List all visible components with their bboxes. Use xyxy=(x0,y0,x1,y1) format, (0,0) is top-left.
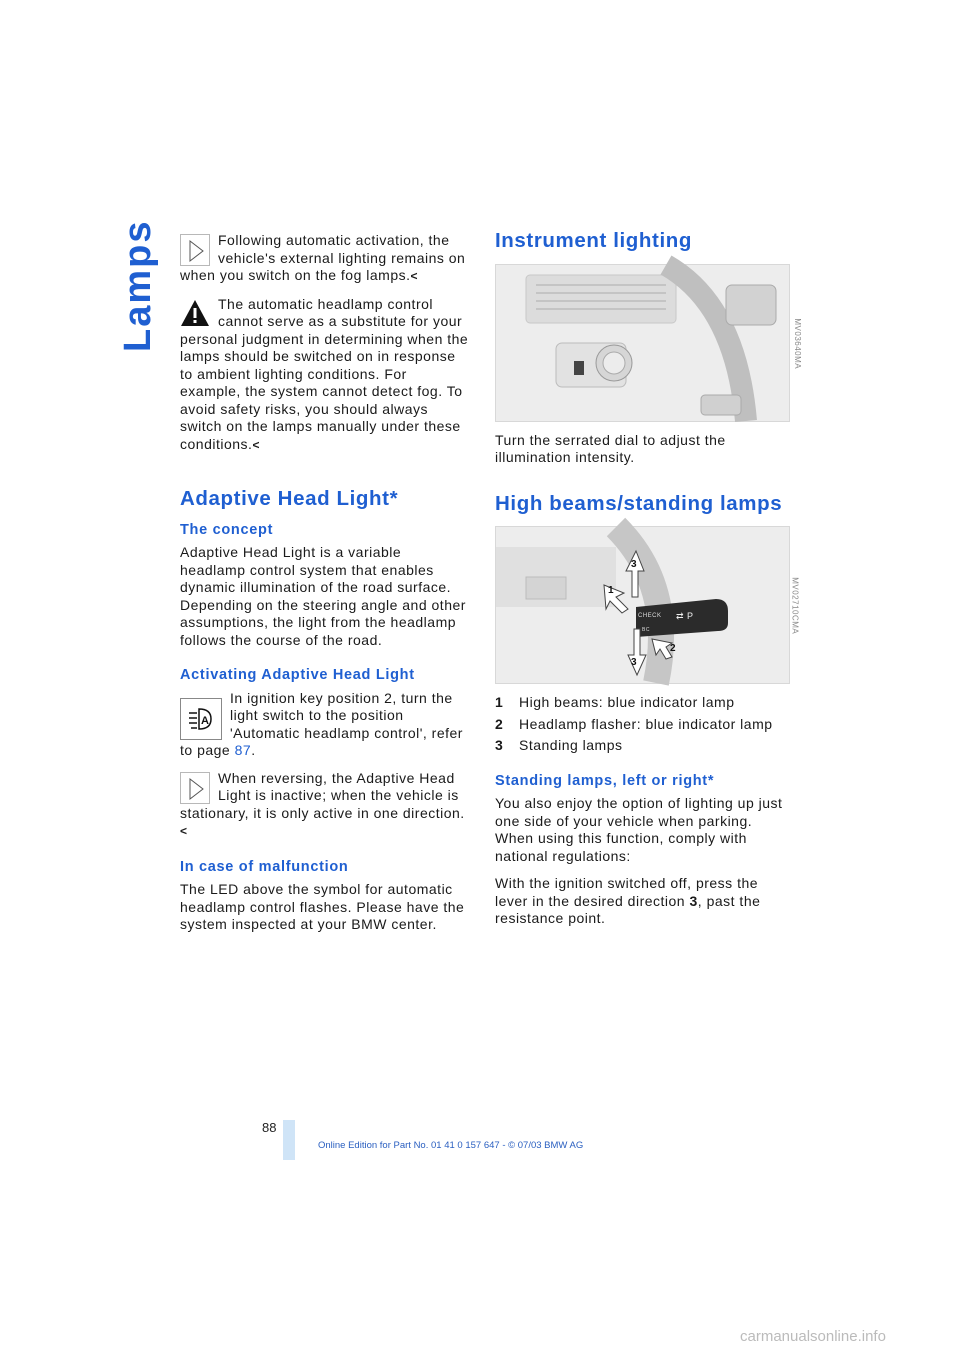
section-title-adaptive: Adaptive Head Light* xyxy=(180,487,399,510)
instrument-text: Turn the serrated dial to adjust the illumination intensity. xyxy=(495,431,726,465)
figure-code: MV02710CMA xyxy=(790,577,800,635)
watermark: carmanualsonline.info xyxy=(740,1328,886,1345)
malfunction-text: The LED above the symbol for automatic headlamp control flashes. Please have the system inspected at your BMW center. xyxy=(180,881,465,932)
activating-end: . xyxy=(251,742,256,758)
list-number: 2 xyxy=(495,715,504,732)
auto-headlamp-icon xyxy=(180,698,222,740)
list-item xyxy=(495,694,790,712)
svg-text:A: A xyxy=(201,714,210,727)
warning-text: The automatic headlamp control cannot serve as a substitute for your personal judgment in determining when the lamps should be switched on in response to ambient lighting conditions. For example, the system cannot detect fog. To avoid safety risks, you should always switch on the lamps manually under these conditions. xyxy=(180,295,469,452)
heading-activating: Activating Adaptive Head Light xyxy=(180,667,415,683)
note-fog-lamps-text: Following automatic activation, the vehicle's external lighting remains on when you switch on the fog lamps. xyxy=(180,232,466,283)
page-number: 88 xyxy=(262,1120,277,1135)
list-text: Standing lamps xyxy=(519,737,623,753)
end-mark: < xyxy=(410,269,419,283)
high-beams-figure xyxy=(495,526,800,684)
note-arrow-icon xyxy=(180,234,210,266)
svg-text:3: 3 xyxy=(631,657,638,668)
concept-text: Adaptive Head Light is a variable headlamp control system that enables dynamic illumination of the road surface. Depending on the steering angle and other assumptions, the light from the headlamp follows the course of the road. xyxy=(180,544,466,648)
side-title: Lamps xyxy=(117,219,159,352)
instrument-lighting-figure xyxy=(495,264,803,422)
list-item xyxy=(495,716,790,734)
heading-malfunction: In case of malfunction xyxy=(180,858,349,875)
end-mark: < xyxy=(252,437,260,452)
svg-text:1: 1 xyxy=(608,585,615,596)
note-fog-lamps xyxy=(180,232,470,286)
end-mark: < xyxy=(180,824,188,838)
list-number: 1 xyxy=(495,694,504,710)
section-title-highbeam: High beams/standing lamps xyxy=(495,491,783,515)
standing-text-2b: , past the resistance point. xyxy=(495,892,761,926)
heading-standing: Standing lamps, left or right* xyxy=(495,772,715,789)
page-link[interactable]: 87 xyxy=(234,742,252,758)
note-reversing xyxy=(180,770,470,841)
note-activating xyxy=(180,690,470,760)
function-list xyxy=(495,694,790,755)
list-text: High beams: blue indicator lamp xyxy=(519,694,735,710)
right-column xyxy=(495,229,803,938)
list-text: Headlamp flasher: blue indicator lamp xyxy=(519,715,773,732)
warning-triangle-icon xyxy=(180,298,210,330)
note-arrow-icon xyxy=(180,772,210,804)
heading-concept: The concept xyxy=(180,521,274,538)
list-number: 3 xyxy=(495,737,504,753)
footer-bar xyxy=(283,1120,295,1160)
standing-direction-number: 3 xyxy=(689,892,698,909)
svg-text:⇄ P: ⇄ P xyxy=(676,611,694,621)
left-column xyxy=(180,232,470,944)
activating-text: In ignition key position 2, turn the light switch to the position 'Automatic headlamp control', refer to page xyxy=(180,689,463,758)
figure-code: MV03640MA xyxy=(793,317,803,369)
svg-text:CHECK: CHECK xyxy=(638,613,662,619)
svg-text:BC: BC xyxy=(642,627,650,633)
standing-text-1: You also enjoy the option of lighting up just one side of your vehicle when parking. When using this function, comply with national regulations: xyxy=(495,795,783,864)
section-title-instrument: Instrument lighting xyxy=(495,229,693,252)
warning-note xyxy=(180,296,470,455)
edition-text: Online Edition for Part No. 01 41 0 157 647 - © 07/03 BMW AG xyxy=(318,1140,584,1151)
high-beams-illustration xyxy=(496,527,789,683)
list-item xyxy=(495,737,790,755)
svg-text:2: 2 xyxy=(670,643,677,654)
instrument-lighting-illustration xyxy=(496,265,789,421)
svg-text:3: 3 xyxy=(631,559,638,570)
standing-text-2a: With the ignition switched off, press the lever in the desired direction xyxy=(495,875,759,909)
standing-text-2 xyxy=(495,875,790,928)
reversing-text: When reversing, the Adaptive Head Light is inactive; when the vehicle is stationary, it is only active in one direction. xyxy=(180,769,465,821)
